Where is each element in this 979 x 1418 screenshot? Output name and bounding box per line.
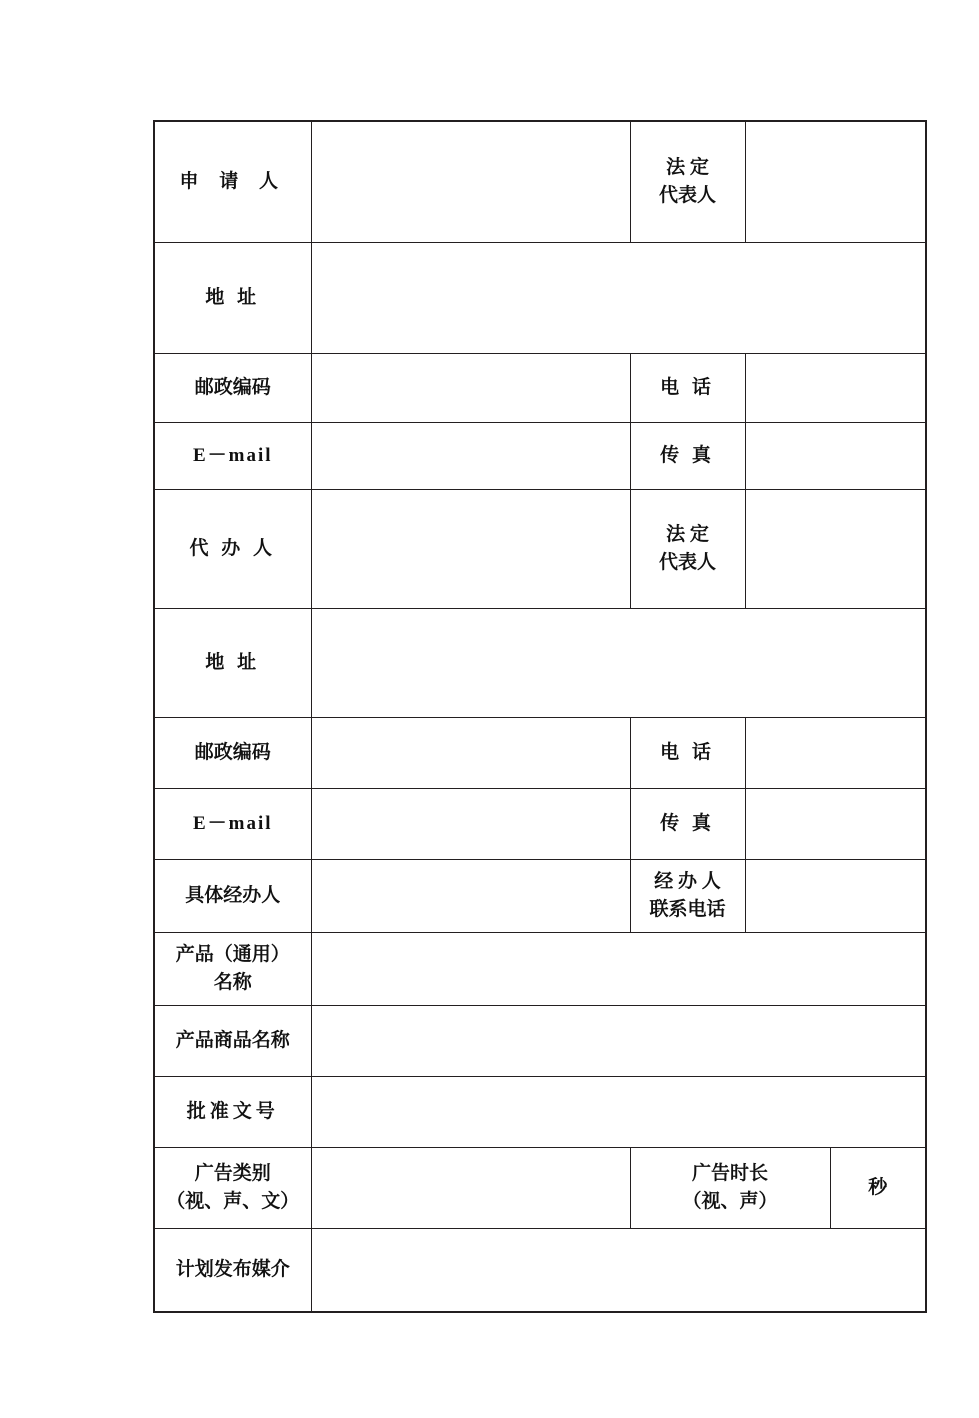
ad-duration-unit: 秒 bbox=[868, 1177, 888, 1199]
planned-media-label: 计划发布媒介 bbox=[175, 1259, 290, 1281]
agent-address-label-cell bbox=[154, 609, 311, 718]
form-table bbox=[153, 120, 927, 1313]
applicant-value-cell[interactable] bbox=[311, 121, 630, 243]
address-label-cell bbox=[154, 243, 311, 354]
fax-label: 传 真 bbox=[660, 445, 715, 467]
table-row bbox=[154, 718, 926, 789]
agent-label-cell bbox=[154, 490, 311, 609]
postcode-value-cell[interactable] bbox=[311, 354, 630, 423]
agent-phone-label: 电 话 bbox=[660, 742, 715, 764]
handler-label-cell bbox=[154, 860, 311, 933]
product-generic-label-line1: 产品（通用） bbox=[175, 944, 290, 966]
legal-rep-label-line1: 法 定 bbox=[666, 157, 709, 179]
product-trade-label: 产品商品名称 bbox=[175, 1030, 290, 1052]
agent-email-label: E－mail bbox=[192, 813, 273, 835]
address-value-cell[interactable] bbox=[311, 243, 926, 354]
agent-address-label: 地 址 bbox=[205, 652, 261, 674]
agent-value-cell[interactable] bbox=[311, 490, 630, 609]
address-label: 地 址 bbox=[205, 287, 261, 309]
agent-label: 代 办 人 bbox=[189, 538, 276, 560]
table-row bbox=[154, 121, 926, 243]
email-label-cell bbox=[154, 423, 311, 490]
agent-legal-rep-label-line1: 法 定 bbox=[666, 524, 709, 546]
ad-duration-label-line2: （视、声） bbox=[682, 1191, 778, 1212]
agent-fax-label: 传 真 bbox=[660, 813, 715, 835]
ad-category-label-line2: （视、声、文） bbox=[166, 1191, 300, 1212]
handler-value-cell[interactable] bbox=[311, 860, 630, 933]
agent-postcode-label: 邮政编码 bbox=[194, 742, 271, 764]
table-row bbox=[154, 860, 926, 933]
ad-duration-label-cell bbox=[630, 1148, 830, 1229]
postcode-label-cell bbox=[154, 354, 311, 423]
email-label: E－mail bbox=[192, 445, 273, 467]
table-row bbox=[154, 789, 926, 860]
phone-value-cell[interactable] bbox=[745, 354, 926, 423]
agent-legal-rep-label-line2: 代表人 bbox=[658, 552, 716, 573]
phone-label-cell bbox=[630, 354, 745, 423]
agent-postcode-value-cell[interactable] bbox=[311, 718, 630, 789]
handler-phone-value-cell[interactable] bbox=[745, 860, 926, 933]
approval-number-label: 批准文号 bbox=[186, 1101, 279, 1123]
handler-label: 具体经办人 bbox=[185, 885, 281, 907]
legal-rep-value-cell[interactable] bbox=[745, 121, 926, 243]
ad-duration-label-line1: 广告时长 bbox=[691, 1163, 768, 1185]
ad-duration-value-cell[interactable] bbox=[830, 1148, 926, 1229]
agent-phone-value-cell[interactable] bbox=[745, 718, 926, 789]
planned-media-label-cell bbox=[154, 1229, 311, 1313]
handler-phone-label-cell bbox=[630, 860, 745, 933]
agent-phone-label-cell bbox=[630, 718, 745, 789]
applicant-label: 申 请 人 bbox=[179, 171, 286, 193]
handler-phone-label-line2: 联系电话 bbox=[649, 899, 726, 920]
approval-number-label-cell bbox=[154, 1077, 311, 1148]
table-row bbox=[154, 243, 926, 354]
agent-postcode-label-cell bbox=[154, 718, 311, 789]
agent-fax-label-cell bbox=[630, 789, 745, 860]
approval-number-value-cell[interactable] bbox=[311, 1077, 926, 1148]
legal-rep-label-line2: 代表人 bbox=[658, 185, 716, 206]
phone-label: 电 话 bbox=[660, 377, 715, 399]
postcode-label: 邮政编码 bbox=[194, 377, 271, 399]
table-row bbox=[154, 1148, 926, 1229]
agent-email-value-cell[interactable] bbox=[311, 789, 630, 860]
agent-legal-rep-value-cell[interactable] bbox=[745, 490, 926, 609]
agent-fax-value-cell[interactable] bbox=[745, 789, 926, 860]
product-trade-value-cell[interactable] bbox=[311, 1006, 926, 1077]
table-row bbox=[154, 933, 926, 1006]
planned-media-value-cell[interactable] bbox=[311, 1229, 926, 1313]
table-row bbox=[154, 609, 926, 718]
agent-legal-rep-label-cell bbox=[630, 490, 745, 609]
product-generic-label-cell bbox=[154, 933, 311, 1006]
table-row bbox=[154, 1077, 926, 1148]
table-row bbox=[154, 423, 926, 490]
table-row bbox=[154, 490, 926, 609]
fax-value-cell[interactable] bbox=[745, 423, 926, 490]
applicant-label-cell bbox=[154, 121, 311, 243]
email-value-cell[interactable] bbox=[311, 423, 630, 490]
ad-category-label-cell bbox=[154, 1148, 311, 1229]
ad-category-label-line1: 广告类别 bbox=[194, 1163, 271, 1185]
table-row bbox=[154, 354, 926, 423]
product-generic-value-cell[interactable] bbox=[311, 933, 926, 1006]
product-trade-label-cell bbox=[154, 1006, 311, 1077]
table-row bbox=[154, 1006, 926, 1077]
handler-phone-label-line1: 经 办 人 bbox=[654, 871, 721, 893]
application-form bbox=[153, 120, 925, 1313]
legal-rep-label-cell bbox=[630, 121, 745, 243]
product-generic-label-line2: 名称 bbox=[213, 972, 252, 993]
agent-email-label-cell bbox=[154, 789, 311, 860]
table-row bbox=[154, 1229, 926, 1313]
fax-label-cell bbox=[630, 423, 745, 490]
agent-address-value-cell[interactable] bbox=[311, 609, 926, 718]
ad-category-value-cell[interactable] bbox=[311, 1148, 630, 1229]
